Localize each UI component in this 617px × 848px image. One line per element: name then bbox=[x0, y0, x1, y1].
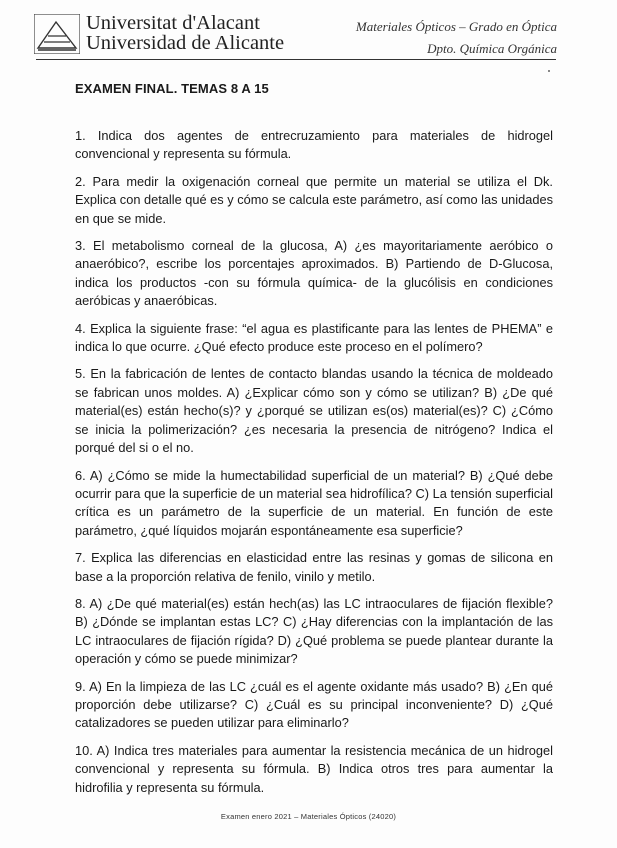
page-footer: Examen enero 2021 – Materiales Ópticos (24020) bbox=[220, 812, 397, 821]
course-line: Materiales Ópticos – Grado en Óptica bbox=[355, 19, 557, 34]
university-name-spanish: Universidad de Alicante bbox=[86, 32, 285, 54]
question-6: 6. A) ¿Cómo se mide la humectabilidad superficial de un material? B) ¿Qué debe ocurrir para que la superficie de un material sea hidrofílica? C) La tensión superficial crítica es un parámetro de la superficie de un material. En función de este parámetro, ¿qué líquidos mojarán espontáneamente esa superficie? bbox=[75, 467, 553, 538]
university-name-valencian: Universitat d'Alacant bbox=[86, 12, 260, 34]
question-1: 1. Indica dos agentes de entrecruzamiento para materiales de hidrogel convencional y representa su fórmula. bbox=[75, 128, 553, 162]
question-3: 3. El metabolismo corneal de la glucosa, A) ¿es mayoritariamente aeróbico o anaeróbico?, escribe los porcentajes aproximados. B) Partiendo de D-Glucosa, indica los productos -con su fórmula química- de la glucólisis en condiciones aeróbicas y anaeróbicas. bbox=[75, 238, 553, 309]
question-9: 9. A) En la limpieza de las LC ¿cuál es el agente oxidante más usado? B) ¿En qué proporción debe utilizarse? C) ¿Cuál es su principal inconveniente? D) ¿Qué catalizadores se pueden utilizar para eliminarlo? bbox=[75, 678, 553, 731]
question-4: 4. Explica la siguiente frase: “el agua es plastificante para las lentes de PHEMA” e indica lo que ocurre. ¿Qué efecto produce este proceso en el polímero? bbox=[75, 320, 553, 355]
exam-title: EXAMEN FINAL. TEMAS 8 A 15 bbox=[75, 81, 269, 96]
question-2: 2. Para medir la oxigenación corneal que permite un material se utiliza el Dk. Explica con detalle qué es y cómo se calcula este parámetro, así como las unidades en que se mide. bbox=[75, 173, 554, 226]
scan-dot bbox=[548, 70, 550, 72]
header-divider bbox=[36, 59, 556, 60]
question-8: 8. A) ¿De qué material(es) están hech(as) las LC intraoculares de fijación flexible? B) ¿Dónde se implantan estas LC? C) ¿Hay diferencias con la implantación de las LC intraoculares de fijación rígida? D) ¿Qué problema se puede plantear durante la operación y cómo se puede minimizar? bbox=[75, 595, 553, 667]
university-logo-icon bbox=[34, 14, 80, 54]
question-10: 10. A) Indica tres materiales para aumentar la resistencia mecánica de un hidrogel convencional y representa su fórmula. B) Indica otros tres para aumentar la hidrofilia y representa su fórmula. bbox=[75, 742, 553, 795]
department-line: Dpto. Química Orgánica bbox=[427, 41, 557, 56]
question-7: 7. Explica las diferencias en elasticidad entre las resinas y gomas de silicona en base a la proporción relativa de fenilo, vinilo y metilo. bbox=[75, 550, 553, 584]
question-5: 5. En la fabricación de lentes de contacto blandas usando la técnica de moldeado se fabrican unos moldes. A) ¿Explicar cómo son y cómo se utilizan? B) ¿De qué material(es) están hecho(s)? y ¿porqué se utilizan es(os) material(es)? C) ¿Cómo se inicia la polimerización? ¿es necesaria la presencia de nitrógeno? Indica el porqué del si o el no. bbox=[75, 366, 553, 456]
question-list bbox=[75, 127, 553, 806]
university-name bbox=[86, 13, 284, 53]
course-info bbox=[356, 16, 557, 60]
page-header bbox=[0, 0, 617, 62]
